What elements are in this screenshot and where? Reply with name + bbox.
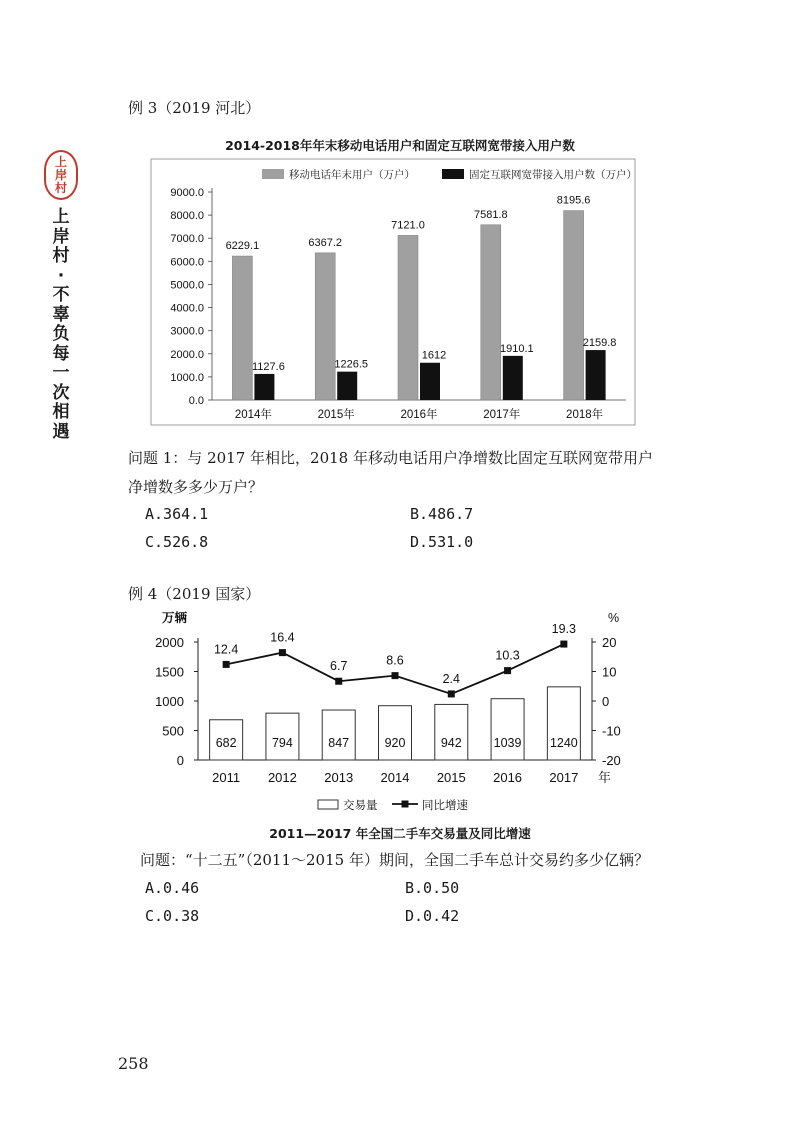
chart1-legend-label-mobile: 移动电话年末用户（万户） [289,169,415,181]
chart2-growth-label: 2.4 [442,671,460,686]
chart1-bar-broadband [337,372,357,400]
chart1-y-tick-label: 5000.0 [170,279,204,292]
chart2-right-tick-label: -20 [602,753,621,768]
chart2-legend-label-volume: 交易量 [343,800,378,812]
chart1-x-tick-label: 2018年 [566,409,604,421]
chart1-y-tick-label: 0.0 [188,395,204,407]
chart1-x-tick-label: 2014年 [234,409,272,421]
question2-option-a: A.0.46 [145,879,200,897]
chart2-right-tick-label: 20 [602,635,617,650]
question2-text: 问题：“十二五”（2011～2015 年）期间，全国二手车总计交易约多少亿辆？ [140,851,649,869]
chart1-bar-broadband [503,356,523,400]
chart2-growth-point [335,678,342,685]
side-slogan: 上 岸 村 · 不 辜 负 每 一 次 相 遇 [52,207,70,442]
chart2-growth-point [504,667,511,674]
chart2-left-tick-label: 500 [162,723,184,739]
chart2-left-tick-label: 2000 [155,635,184,650]
chart2-growth-point [448,690,455,697]
chart2-growth-point [223,661,230,668]
chart2-x-tick-label: 2015 [436,770,466,785]
chart2-x-tick-label: 2016 [493,770,523,785]
chart1-legend-swatch-mobile [262,169,284,179]
chart2-left-tick-label: 0 [176,753,184,768]
question2-option-c: C.0.38 [145,907,200,925]
question1-option-a: A.364.1 [145,505,209,523]
chart1-y-tick-label: 1000.0 [170,371,204,384]
chart2-x-tick-label: 2013 [324,770,354,785]
chart1-y-tick-label: 2000.0 [170,348,204,361]
chart1-legend-label-broadband: 固定互联网宽带接入用户数（万户） [469,169,637,181]
chart1-bar-broadband [420,363,440,400]
chart2-growth-label: 16.4 [270,630,295,645]
chart1-data-label-broadband: 2159.8 [582,337,617,350]
chart2-growth-label: 12.4 [213,642,239,657]
chart1-bar-mobile [481,225,501,400]
chart2-bar-volume [322,710,355,760]
chart1-data-label-broadband: 1612 [421,349,447,362]
chart2-x-tick-label: 2017 [549,770,579,785]
chart1-legend-swatch-broadband [442,169,464,179]
chart1-bar-mobile [315,253,335,400]
chart2-growth-point [279,649,286,656]
question2-option-d: D.0.42 [405,907,460,925]
chart2-right-tick-label: 10 [602,664,617,680]
chart2-right-unit: % [608,611,620,625]
chart2-legend-label-growth: 同比增速 [422,800,468,812]
example3-label: 例 3（2019 河北） [128,99,261,117]
chart1-mobile-broadband-bar-chart [150,158,640,428]
chart2-bar-label: 1240 [549,736,578,750]
chart1-x-tick-label: 2016年 [400,409,438,421]
chart1-y-tick-label: 9000.0 [170,187,204,199]
chart1-bar-mobile [232,256,252,400]
chart1-data-label-broadband: 1127.6 [251,360,285,373]
chart2-legend-swatch-volume [318,800,338,809]
example4-label: 例 4（2019 国家） [128,585,261,603]
chart1-y-tick-label: 8000.0 [170,210,204,223]
chart2-bar-volume [491,699,524,760]
question1-option-c: C.526.8 [145,533,209,551]
chart1-data-label-broadband: 1910.1 [499,342,534,355]
chart2-left-unit: 万辆 [162,611,188,625]
chart1-data-label-broadband: 1226.5 [334,358,369,371]
chart2-x-tick-label: 2014 [380,770,410,785]
chart2-bar-label: 920 [384,736,406,750]
chart1-bar-broadband [586,350,606,400]
chart2-growth-point [560,641,567,648]
chart1-data-label-mobile: 8195.6 [556,194,591,207]
chart2-bar-label: 942 [440,736,462,750]
chart2-left-tick-label: 1000 [155,694,184,709]
chart1-x-tick-label: 2017年 [483,409,521,421]
question2-option-b: B.0.50 [405,879,460,897]
chart2-growth-label: 19.3 [551,622,577,637]
question1-line1: 问题 1：与 2017 年相比，2018 年移动电话用户净增数比固定互联网宽带用户 [128,449,653,467]
chart2-x-tick-label: 2011 [212,770,241,785]
question1-option-b: B.486.7 [410,505,474,523]
chart1-x-tick-label: 2015年 [317,409,355,421]
chart1-y-tick-label: 7000.0 [170,233,204,246]
chart2-bar-label: 794 [271,736,293,750]
chart1-y-tick-label: 4000.0 [170,302,204,315]
chart2-bar-volume [379,706,412,760]
chart2-growth-point [392,672,399,679]
brand-seal: 上 岸 村 [44,150,78,200]
chart2-used-car-chart [140,604,650,824]
chart2-bar-label: 847 [328,736,350,750]
chart2-bar-volume [435,704,468,760]
chart1-title: 2014-2018年年末移动电话用户和固定互联网宽带接入用户数 [225,138,575,153]
chart2-title: 2011—2017 年全国二手车交易量及同比增速 [269,826,531,841]
chart1-bar-mobile [398,235,418,400]
chart1-data-label-mobile: 6367.2 [308,236,343,249]
question1-option-d: D.531.0 [410,533,474,551]
chart2-x-tick-label: 2012 [267,770,297,785]
page-number: 258 [118,1054,149,1073]
chart2-legend-marker [402,801,409,808]
chart2-left-tick-label: 1500 [155,664,184,680]
chart2-x-unit: 年 [598,770,612,785]
chart1-data-label-mobile: 7121.0 [391,219,425,232]
chart2-bar-label: 1039 [493,736,522,750]
chart2-bar-label: 682 [215,736,237,750]
chart1-y-tick-label: 6000.0 [170,256,204,269]
chart2-growth-label: 10.3 [495,648,520,663]
chart1-bar-broadband [254,374,274,400]
chart2-growth-label: 6.7 [330,659,348,674]
chart1-data-label-mobile: 6229.1 [225,240,260,253]
chart1-bar-mobile [564,211,584,400]
chart1-data-label-mobile: 7581.8 [473,208,508,221]
question1-line2: 净增数多多少万户？ [128,478,264,496]
chart2-growth-label: 8.6 [386,653,404,668]
chart2-right-tick-label: 0 [602,694,610,709]
chart2-right-tick-label: -10 [602,723,621,739]
chart1-y-tick-label: 3000.0 [170,325,204,338]
